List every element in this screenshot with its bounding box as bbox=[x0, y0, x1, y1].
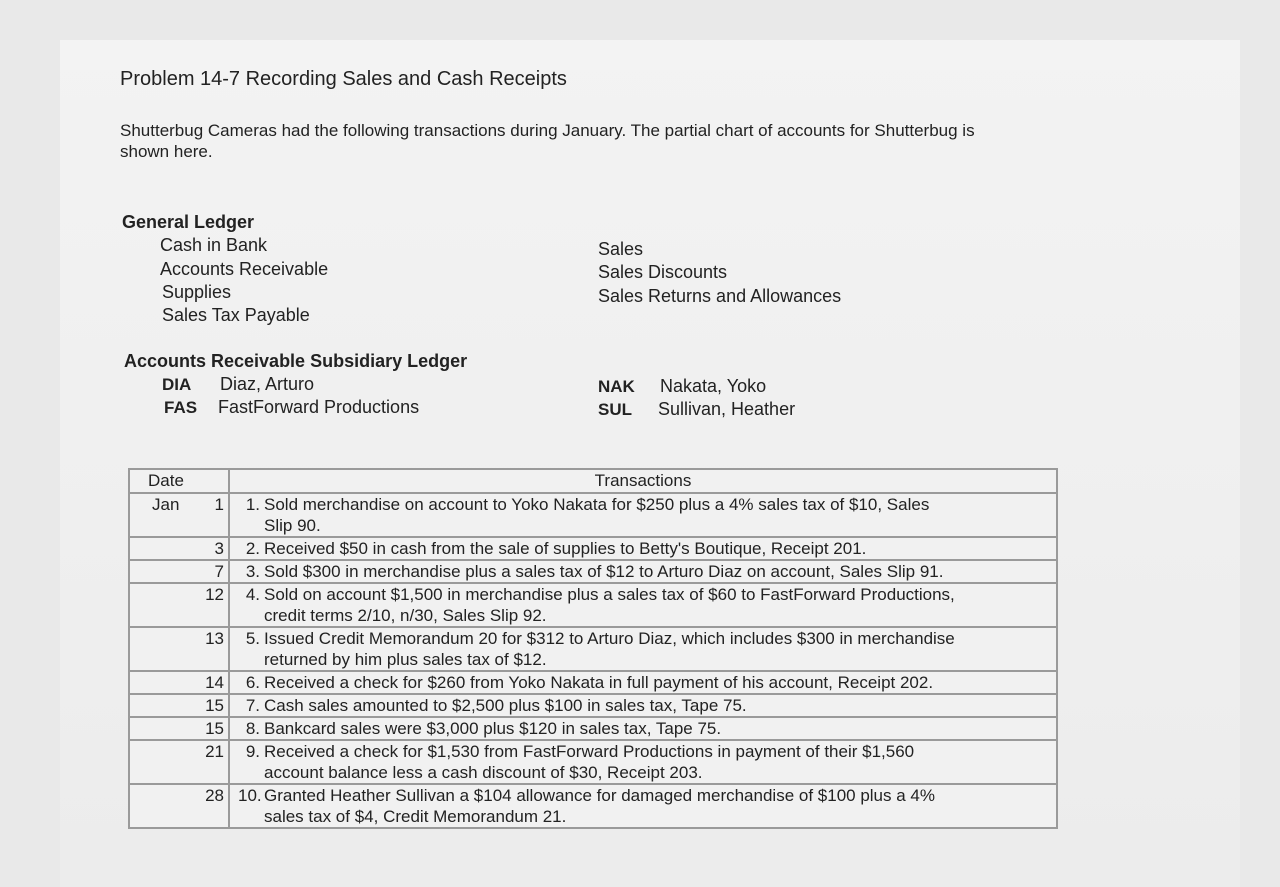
item-text: Sold on account $1,500 in merchandise plus a sales tax of $60 to FastForward Productions, bbox=[264, 585, 955, 604]
problem-title: Problem 14-7 Recording Sales and Cash Receipts bbox=[120, 68, 567, 90]
item-text-continued: returned by him plus sales tax of $12. bbox=[264, 650, 547, 669]
item-number: 4. bbox=[245, 585, 260, 604]
ar-code-fas: FAS bbox=[164, 398, 198, 417]
table-row bbox=[129, 671, 1057, 694]
item-text: Sold $300 in merchandise plus a sales tax of $12 to Arturo Diaz on account, Sales Slip 91. bbox=[264, 562, 944, 581]
table-row bbox=[129, 537, 1057, 560]
item-text-continued: sales tax of $4, Credit Memorandum 21. bbox=[264, 807, 567, 826]
table-row bbox=[129, 740, 1057, 784]
table-row bbox=[129, 493, 1057, 537]
gl-account-sales: Sales bbox=[598, 239, 644, 259]
transaction-description bbox=[229, 560, 1057, 583]
item-number: 5. bbox=[245, 629, 260, 648]
ar-name-diaz: Diaz, Arturo bbox=[220, 374, 315, 394]
item-text: Bankcard sales were $3,000 plus $120 in sales tax, Tape 75. bbox=[264, 719, 722, 738]
day-label: 1 bbox=[214, 495, 224, 514]
item-number: 10. bbox=[238, 786, 262, 805]
transaction-description bbox=[229, 784, 1057, 828]
gl-account-sales-tax-payable: Sales Tax Payable bbox=[162, 305, 310, 325]
item-number: 9. bbox=[245, 742, 260, 761]
table-row bbox=[129, 627, 1057, 671]
item-text: Issued Credit Memorandum 20 for $312 to Arturo Diaz, which includes $300 in merchandise bbox=[264, 629, 955, 648]
item-text-continued: Slip 90. bbox=[264, 516, 321, 535]
item-text-continued: account balance less a cash discount of $30, Receipt 203. bbox=[264, 763, 703, 782]
ar-name-fastforward: FastForward Productions bbox=[218, 397, 420, 417]
transaction-date: 7 bbox=[129, 560, 229, 583]
transaction-description bbox=[229, 583, 1057, 627]
item-number: 7. bbox=[245, 696, 260, 715]
item-text: Received a check for $1,530 from FastForward Productions in payment of their $1,560 bbox=[264, 742, 915, 761]
transactions-table bbox=[128, 468, 1058, 829]
transaction-date: 13 bbox=[129, 627, 229, 671]
gl-account-accounts-receivable: Accounts Receivable bbox=[160, 259, 329, 279]
transaction-date: 28 bbox=[129, 784, 229, 828]
transaction-date: 21 bbox=[129, 740, 229, 784]
item-number: 6. bbox=[245, 673, 260, 692]
intro-paragraph: Shutterbug Cameras had the following transactions during January. The partial chart of accounts for Shutterbug is shown here. bbox=[120, 121, 975, 161]
ar-name-sullivan: Sullivan, Heather bbox=[658, 399, 796, 419]
ar-name-nakata: Nakata, Yoko bbox=[660, 376, 767, 396]
month-label: Jan bbox=[152, 495, 180, 514]
gl-account-cash-in-bank: Cash in Bank bbox=[160, 235, 268, 255]
table-row bbox=[129, 717, 1057, 740]
ar-code-dia: DIA bbox=[162, 375, 192, 394]
table-row bbox=[129, 583, 1057, 627]
transaction-date: 14 bbox=[129, 671, 229, 694]
table-row bbox=[129, 560, 1057, 583]
item-text: Granted Heather Sullivan a $104 allowance for damaged merchandise of $100 plus a 4% bbox=[264, 786, 935, 805]
ar-code-nak: NAK bbox=[598, 377, 635, 396]
transaction-description bbox=[229, 694, 1057, 717]
transaction-description bbox=[229, 493, 1057, 537]
transaction-description bbox=[229, 537, 1057, 560]
item-number: 3. bbox=[245, 562, 260, 581]
transactions-column-header: Transactions bbox=[229, 469, 1057, 493]
gl-account-sales-returns-allowances: Sales Returns and Allowances bbox=[598, 286, 842, 306]
table-row bbox=[129, 694, 1057, 717]
transaction-description bbox=[229, 671, 1057, 694]
item-text: Received $50 in cash from the sale of supplies to Betty's Boutique, Receipt 201. bbox=[264, 539, 867, 558]
transaction-description bbox=[229, 627, 1057, 671]
date-column-header: Date bbox=[129, 469, 229, 493]
table-row bbox=[129, 784, 1057, 828]
transaction-date: 3 bbox=[129, 537, 229, 560]
gl-account-sales-discounts: Sales Discounts bbox=[598, 262, 728, 282]
item-number: 1. bbox=[245, 495, 260, 514]
item-number: 2. bbox=[245, 539, 260, 558]
transaction-description bbox=[229, 717, 1057, 740]
ar-ledger-heading: Accounts Receivable Subsidiary Ledger bbox=[124, 351, 468, 371]
item-text-continued: credit terms 2/10, n/30, Sales Slip 92. bbox=[264, 606, 547, 625]
transaction-date: 15 bbox=[129, 717, 229, 740]
general-ledger-heading: General Ledger bbox=[122, 212, 255, 232]
transaction-date: 12 bbox=[129, 583, 229, 627]
item-number: 8. bbox=[245, 719, 260, 738]
item-text: Cash sales amounted to $2,500 plus $100 in sales tax, Tape 75. bbox=[264, 696, 747, 715]
gl-account-supplies: Supplies bbox=[162, 282, 232, 302]
item-text: Received a check for $260 from Yoko Nakata in full payment of his account, Receipt 202. bbox=[264, 673, 934, 692]
ar-code-sul: SUL bbox=[598, 400, 632, 419]
transaction-date: 15 bbox=[129, 694, 229, 717]
transaction-date bbox=[129, 493, 229, 537]
item-text: Sold merchandise on account to Yoko Nakata for $250 plus a 4% sales tax of $10, Sales bbox=[264, 495, 930, 514]
transaction-description bbox=[229, 740, 1057, 784]
